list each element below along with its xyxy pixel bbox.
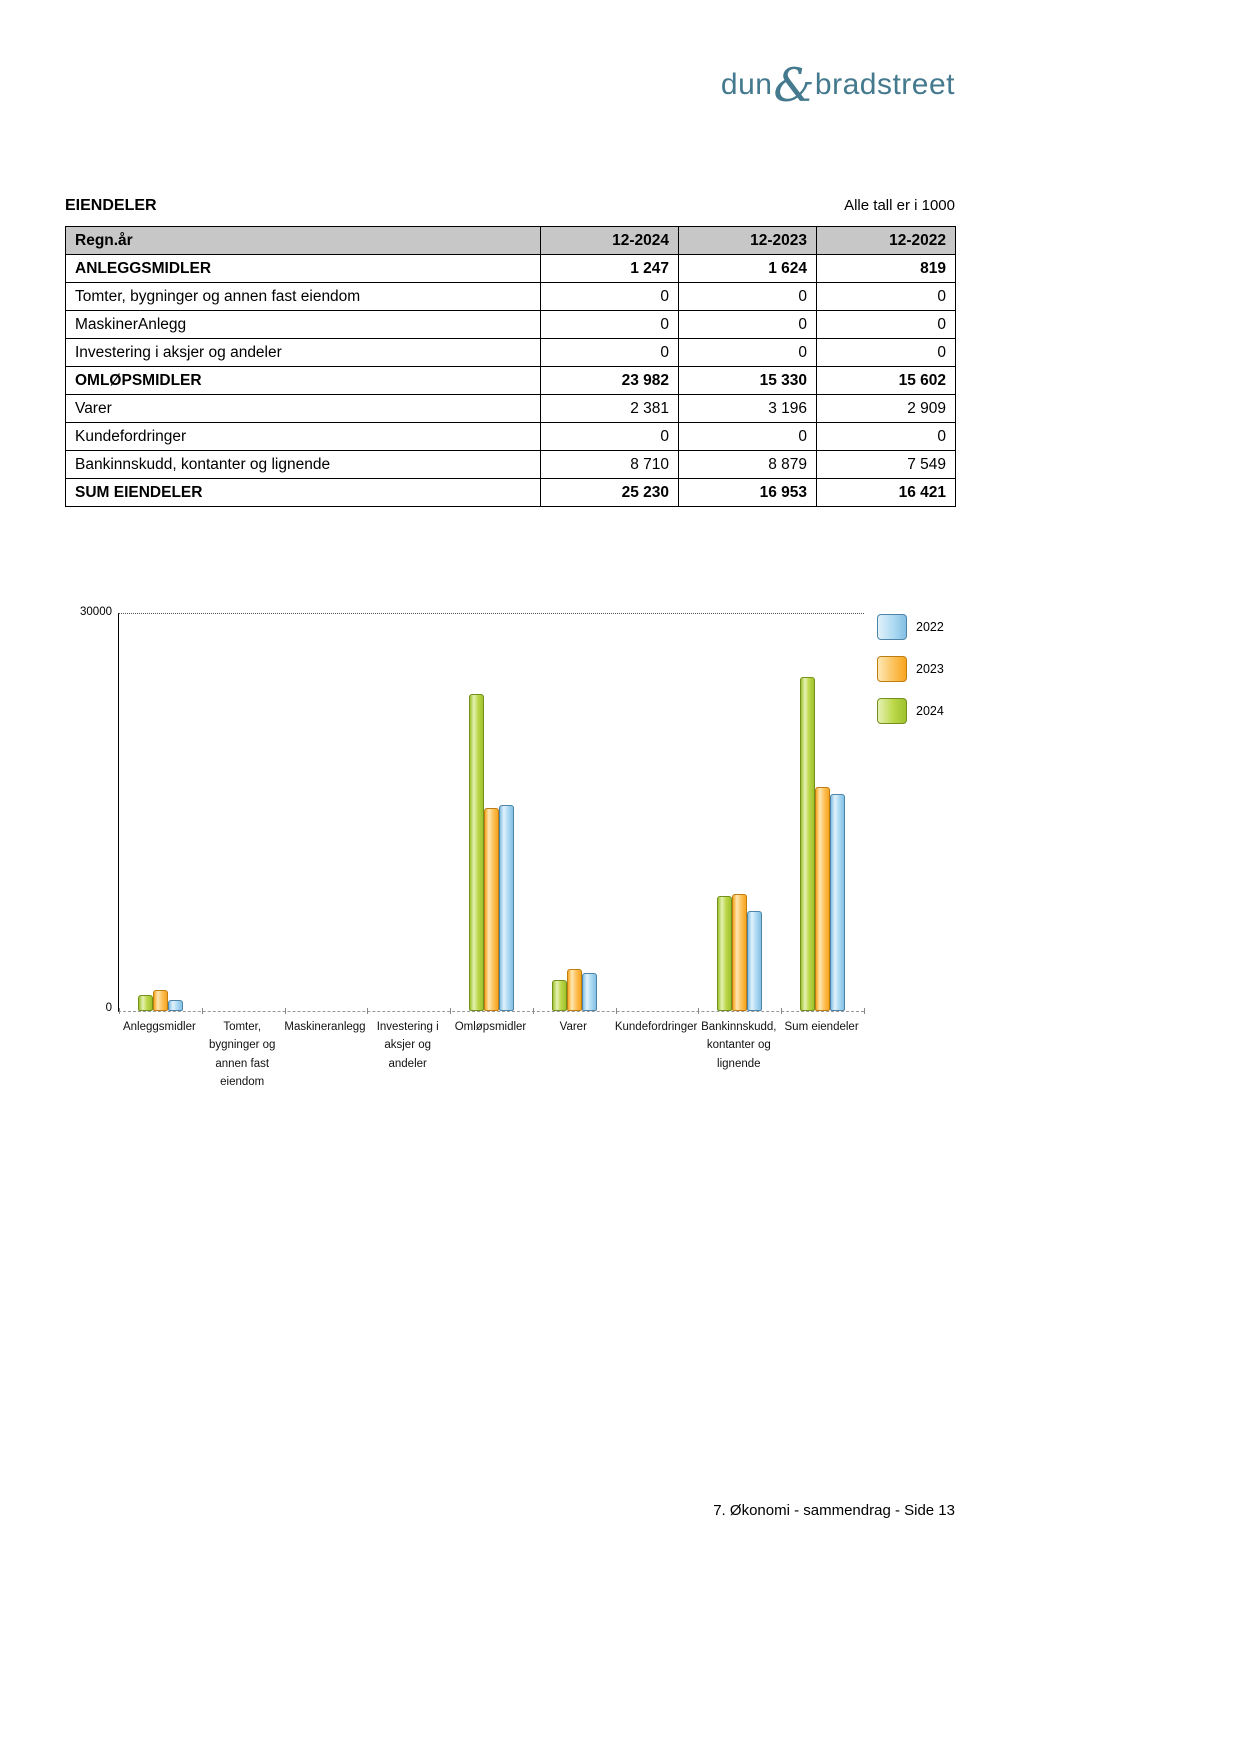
x-axis-label: Bankinnskudd, kontanter og lignende — [701, 1021, 777, 1070]
x-axis-label: Kundefordringer — [614, 1021, 698, 1033]
value-cell: 1 624 — [679, 255, 817, 283]
value-cell: 0 — [817, 311, 956, 339]
bar-group-maskineranlegg — [285, 614, 368, 1011]
table-row — [66, 283, 956, 311]
table-row — [66, 255, 956, 283]
row-label-cell: Bankinnskudd, kontanter og lignende — [66, 451, 541, 479]
x-axis-label: Omløpsmidler — [454, 1021, 527, 1033]
table-row — [66, 311, 956, 339]
x-axis-labels — [118, 1018, 863, 1128]
row-label-cell: Tomter, bygninger og annen fast eiendom — [66, 283, 541, 311]
axis-tick — [533, 1008, 534, 1014]
table-row — [66, 395, 956, 423]
value-cell: 0 — [541, 311, 679, 339]
legend-item-2024 — [877, 698, 944, 724]
bar-group-sum-eiendeler — [781, 614, 864, 1011]
logo-ampersand-icon: & — [773, 58, 815, 112]
legend-label: 2022 — [916, 620, 944, 634]
axis-tick — [119, 1008, 120, 1014]
bar-2024 — [469, 694, 484, 1011]
bar-group-investering-i-aksjer-og-andeler — [367, 614, 450, 1011]
x-axis-label: Maskineranlegg — [284, 1021, 366, 1033]
axis-tick — [781, 1008, 782, 1014]
bar-2023 — [567, 969, 582, 1011]
value-cell: 0 — [679, 423, 817, 451]
x-axis-label: Tomter, bygninger og annen fast eiendom — [208, 1021, 276, 1089]
page-footer: 7. Økonomi - sammendrag - Side 13 — [713, 1502, 955, 1519]
bar-group-omløpsmidler — [450, 614, 533, 1011]
axis-tick — [202, 1008, 203, 1014]
value-cell: 0 — [679, 283, 817, 311]
bar-2022 — [499, 805, 514, 1012]
bar-2024 — [138, 995, 153, 1012]
bar-group-tomter-bygninger-og-annen-fast-eiendom — [202, 614, 285, 1011]
legend-label: 2023 — [916, 662, 944, 676]
value-cell: 16 953 — [679, 479, 817, 507]
value-cell: 0 — [679, 339, 817, 367]
legend-label: 2024 — [916, 704, 944, 718]
value-cell: 0 — [817, 283, 956, 311]
value-cell: 15 330 — [679, 367, 817, 395]
value-cell: 23 982 — [541, 367, 679, 395]
bar-2024 — [800, 677, 815, 1011]
table-row — [66, 423, 956, 451]
bar-2023 — [153, 990, 168, 1012]
bar-group-kundefordringer — [616, 614, 699, 1011]
assets-table-body — [66, 255, 956, 507]
bar-group-anleggsmidler — [119, 614, 202, 1011]
row-label-cell: OMLØPSMIDLER — [66, 367, 541, 395]
row-label-cell: Varer — [66, 395, 541, 423]
legend-swatch-2022 — [877, 614, 907, 640]
bar-2023 — [484, 808, 499, 1011]
value-cell: 2 909 — [817, 395, 956, 423]
row-label-cell: ANLEGGSMIDLER — [66, 255, 541, 283]
bar-group-bankinnskudd-kontanter-og-lignende — [698, 614, 781, 1011]
table-header-row — [66, 227, 956, 255]
bar-group-varer — [533, 614, 616, 1011]
axis-tick — [616, 1008, 617, 1014]
table-row — [66, 479, 956, 507]
value-cell: 8 879 — [679, 451, 817, 479]
legend-item-2022 — [877, 614, 944, 640]
legend-item-2023 — [877, 656, 944, 682]
value-cell: 0 — [541, 423, 679, 451]
column-header: 12-2022 — [817, 227, 956, 255]
section-header — [65, 197, 955, 215]
bar-2022 — [747, 911, 762, 1011]
value-cell: 7 549 — [817, 451, 956, 479]
axis-tick — [864, 1008, 865, 1014]
x-axis-label: Sum eiendeler — [784, 1021, 859, 1033]
value-cell: 0 — [679, 311, 817, 339]
y-axis-label-max: 30000 — [80, 606, 112, 618]
value-cell: 0 — [541, 283, 679, 311]
bar-2022 — [582, 973, 597, 1012]
column-header: 12-2024 — [541, 227, 679, 255]
bar-2024 — [552, 980, 567, 1012]
x-axis-label: Investering i aksjer og andeler — [376, 1021, 439, 1070]
value-cell: 15 602 — [817, 367, 956, 395]
row-label-cell: Investering i aksjer og andeler — [66, 339, 541, 367]
value-cell: 0 — [817, 339, 956, 367]
table-row — [66, 451, 956, 479]
axis-tick — [285, 1008, 286, 1014]
bar-2023 — [732, 894, 747, 1012]
value-cell: 16 421 — [817, 479, 956, 507]
table-row — [66, 339, 956, 367]
value-cell: 2 381 — [541, 395, 679, 423]
bar-2023 — [815, 787, 830, 1011]
chart-legend — [877, 614, 944, 740]
legend-swatch-2023 — [877, 656, 907, 682]
value-cell: 1 247 — [541, 255, 679, 283]
table-row — [66, 367, 956, 395]
bar-2022 — [168, 1000, 183, 1011]
y-axis-label-zero: 0 — [105, 1002, 112, 1014]
value-cell: 819 — [817, 255, 956, 283]
axis-tick — [698, 1008, 699, 1014]
axis-tick — [367, 1008, 368, 1014]
dun-bradstreet-logo — [720, 58, 955, 112]
value-cell: 25 230 — [541, 479, 679, 507]
axis-tick — [450, 1008, 451, 1014]
chart-plot-area — [118, 613, 864, 1012]
value-cell: 3 196 — [679, 395, 817, 423]
column-header: 12-2023 — [679, 227, 817, 255]
bar-2022 — [830, 794, 845, 1011]
assets-bar-chart — [75, 598, 965, 1138]
value-cell: 0 — [541, 339, 679, 367]
x-axis-label: Anleggsmidler — [122, 1021, 196, 1033]
unit-note: Alle tall er i 1000 — [844, 197, 955, 214]
bar-2024 — [717, 896, 732, 1011]
row-label-cell: MaskinerAnlegg — [66, 311, 541, 339]
logo-word-bradstreet: bradstreet — [814, 68, 955, 101]
legend-swatch-2024 — [877, 698, 907, 724]
column-header: Regn.år — [66, 227, 541, 255]
logo-word-dun: dun — [720, 68, 773, 101]
x-axis-label: Varer — [559, 1021, 587, 1033]
section-title: EIENDELER — [65, 197, 157, 214]
value-cell: 0 — [817, 423, 956, 451]
assets-table — [65, 226, 956, 507]
row-label-cell: SUM EIENDELER — [66, 479, 541, 507]
row-label-cell: Kundefordringer — [66, 423, 541, 451]
value-cell: 8 710 — [541, 451, 679, 479]
